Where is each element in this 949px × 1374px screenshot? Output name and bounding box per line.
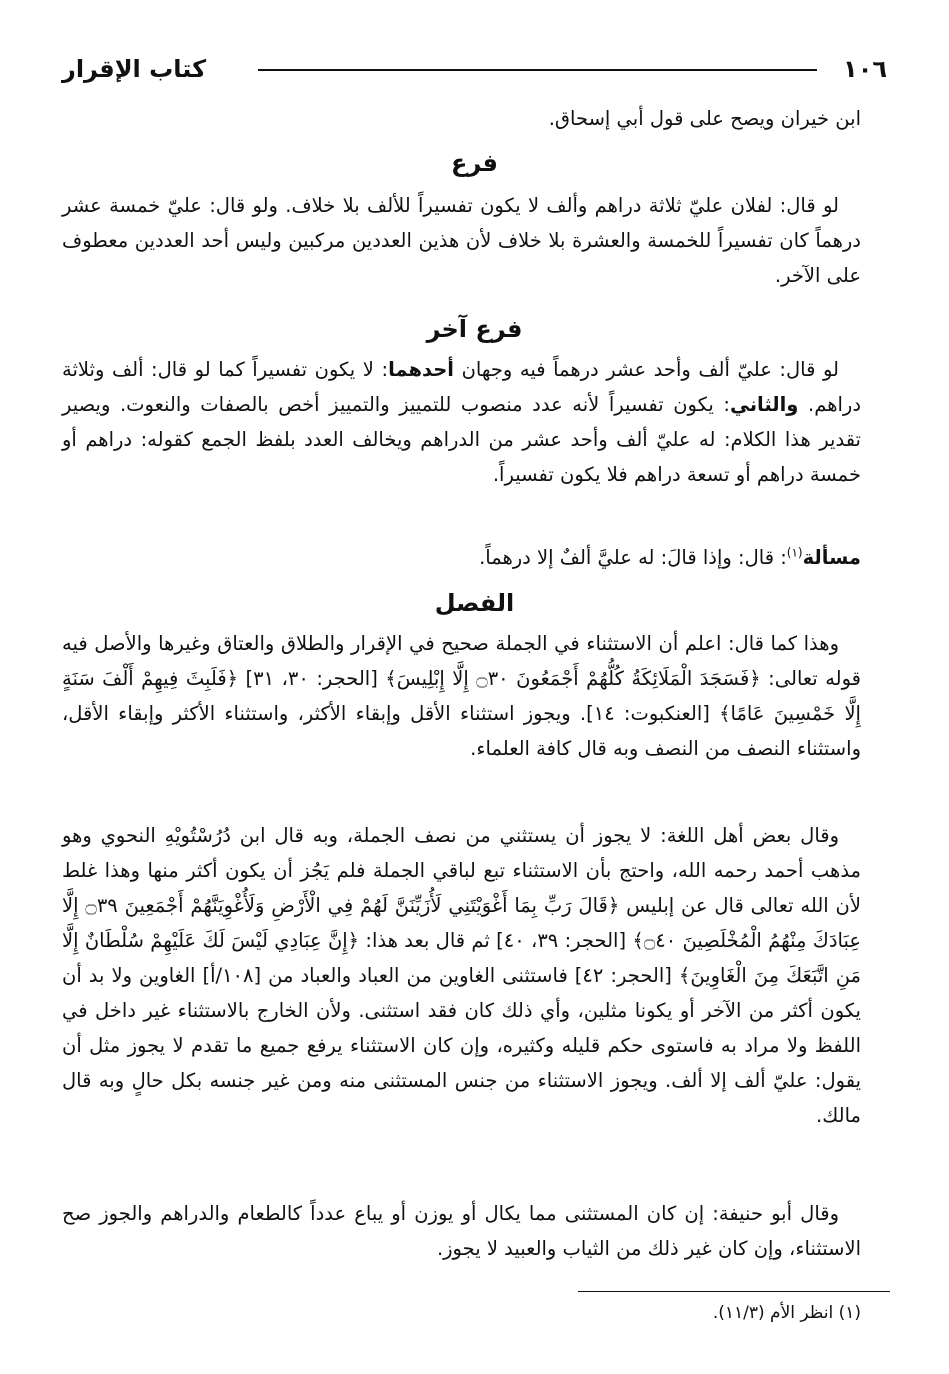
- masala-line: [62, 540, 861, 575]
- opening-line: ابن خيران ويصح على قول أبي إسحاق.: [548, 107, 861, 130]
- page-number: ١٠٦: [843, 55, 887, 83]
- paragraph-fasl: وهذا كما قال: اعلم أن الاستثناء في الجملة صحيح في الإقرار والطلاق والعتاق وغيرها والأصل فيه قوله تعالى: ﴿فَسَجَدَ الْمَلَائِكَةُ كُلُّهُمْ أَجْمَعُونَ ۝٣٠ إِلَّا إِبْلِيسَ﴾ [الحجر: ٣٠، ٣١] ﴿فَلَبِثَ فِيهِمْ أَلْفَ سَنَةٍ إِلَّا خَمْسِينَ عَامًا﴾ [العنكبوت: ١٤]. ويجوز استثناء الأقل وإبقاء الأكثر، واستثناء الأكثر وإبقاء الأقل، واستثناء النصف من النصف وبه قال كافة العلماء.: [62, 632, 861, 760]
- footnote-marker: (١): [786, 545, 803, 560]
- paragraph-ahl-al-lugha: وقال بعض أهل اللغة: لا يجوز أن يستثني من نصف الجملة، وبه قال ابن دُرُسْتُويْهِ النحوي وهو مذهب أحمد رحمه الله، واحتج بأن الاستثناء تبع لباقي الجملة فلم يَجُز أن يكون أكثر منها وهذا غلط لأن الله تعالى قال عن إبليس ﴿قَالَ رَبِّ بِمَا أَغْوَيْتَنِي لَأُزَيِّنَنَّ لَهُمْ فِي الْأَرْضِ وَلَأُغْوِيَنَّهُمْ أَجْمَعِينَ ۝٣٩ إِلَّا عِبَادَكَ مِنْهُمُ الْمُخْلَصِينَ ۝٤٠﴾ [الحجر: ٣٩، ٤٠] ثم قال بعد هذا: ﴿إِنَّ عِبَادِي لَيْسَ لَكَ عَلَيْهِمْ سُلْطَانٌ إِلَّا مَنِ اتَّبَعَكَ مِنَ الْغَاوِينَ﴾ [الحجر: ٤٢] فاستثنى الغاوين من العباد والعباد من [١٠٨/أ] الغاوين ولا بد أن يكون أكثر من الآخر أو يكونا مثلين، وأي ذلك كان فقد استثنى. ولأن الخارج بالاستثناء غير داخل في اللفظ ولا مراد به فاستوى حكم قليله وكثيره، وإن كان الاستثناء يرفع جميع ما تقدم لا يجوز مثل أن يقول: عليّ ألف إلا ألف. ويجوز الاستثناء من جنس المستثنى منه ومن غير جنسه بكل حالٍ وبه قال مالك.: [62, 824, 861, 1127]
- footnote-rule: [578, 1291, 890, 1292]
- book-title: كتاب الإقرار: [62, 55, 207, 83]
- heading-far: فرع: [450, 149, 499, 177]
- header-rule: [258, 69, 817, 71]
- heading-far-akhar: فرع آخر: [426, 315, 523, 343]
- paragraph-far-akhar: [62, 352, 861, 492]
- paragraph-far: لو قال: لفلان عليّ ثلاثة دراهم وألف لا يكون تفسيراً للألف بلا خلاف. ولو قال: عليّ خمسة عشر درهماً كان تفسيراً للخمسة والعشرة بلا خلاف لأن هذين العددين مركبين وليس أحد العددين معطوف على الآخر.: [62, 194, 861, 287]
- masala-text: : قال: وإذا قالَ: له عليَّ ألفٌ إلا درهماً.: [479, 546, 787, 569]
- running-header: [62, 55, 887, 89]
- paragraph-text: : لا يكون تفسيراً كما لو قال: ألف وثلاثة دراهم.: [62, 358, 862, 416]
- paragraph-abu-hanifa: وقال أبو حنيفة: إن كان المستثنى مما يكال أو يوزن أو يباع عدداً كالطعام والدراهم والجوز صح الاستثناء، وإن كان غير ذلك من الثياب والعبيد لا يجوز.: [62, 1202, 861, 1260]
- bold-term-first: أحدهما: [388, 358, 454, 381]
- bold-term-second: والثاني: [729, 393, 799, 416]
- paragraph-text: : يكون تفسيراً لأنه عدد منصوب للتمييز والتمييز أخص بالصفات والنعوت. ويصير تقدير هذا الكلام: له عليّ ألف وأحد عشر من الدراهم ويخالف العدد بلفظ الجمع كقوله: دراهم أو خمسة دراهم أو تسعة دراهم فلا يكون تفسيراً.: [62, 393, 861, 486]
- heading-fasl: الفصل: [434, 589, 515, 617]
- paragraph-text: لو قال: عليّ ألف وأحد عشر درهماً فيه وجهان: [454, 358, 839, 381]
- masala-label: مسألة: [802, 546, 861, 569]
- footnote: (١) انظر الأم (١١/٣).: [712, 1303, 861, 1323]
